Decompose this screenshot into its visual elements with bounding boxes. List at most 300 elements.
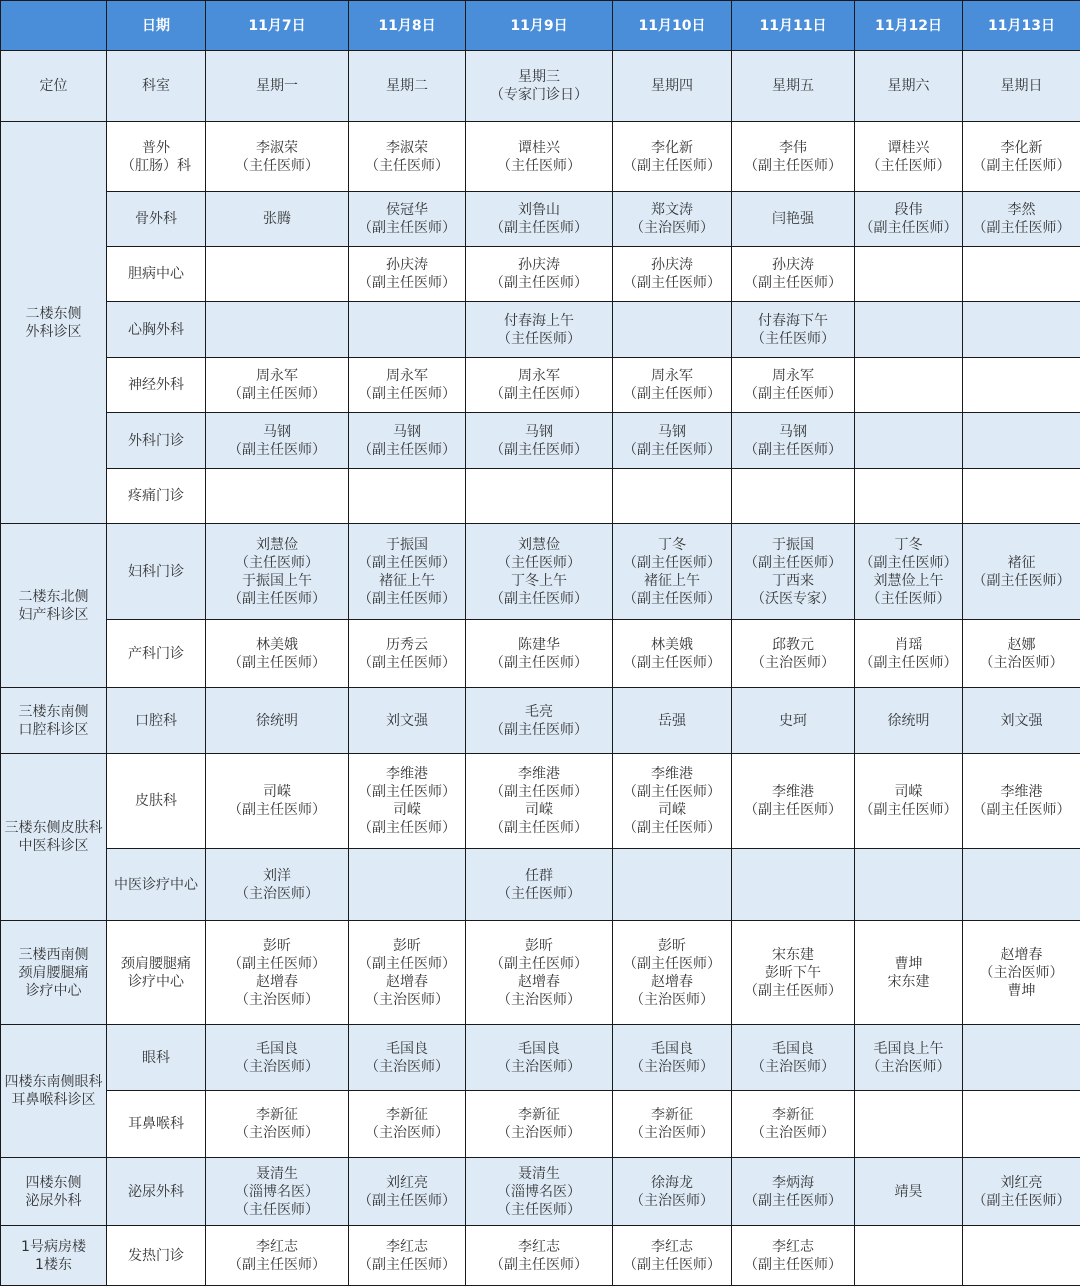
- doctor-cell: [613, 122, 732, 192]
- text-line: 林美娥: [613, 636, 731, 654]
- text-line: 刘文强: [963, 712, 1080, 730]
- text-line: （副主任医师）: [613, 783, 731, 801]
- text-line: 发热门诊: [107, 1247, 205, 1265]
- schedule-row: [1, 688, 1080, 754]
- department-cell: [107, 1226, 206, 1286]
- text-line: （副主任医师）: [466, 721, 612, 739]
- date-label: 日期: [107, 1, 206, 51]
- text-line: （副主任医师）: [466, 783, 612, 801]
- text-line: 毛亮: [466, 703, 612, 721]
- text-line: 泌尿外科: [107, 1183, 205, 1201]
- weekday-header: [732, 51, 855, 122]
- doctor-cell: [855, 302, 963, 358]
- weekday-header: [206, 51, 349, 122]
- text-line: （专家门诊日）: [466, 86, 612, 104]
- text-line: 彭昕: [466, 937, 612, 955]
- text-line: 赵增春: [963, 946, 1080, 964]
- text-line: 陈建华: [466, 636, 612, 654]
- text-line: 李新征: [732, 1106, 854, 1124]
- text-line: （副主任医师）: [732, 274, 854, 292]
- text-line: 彭昕下午: [732, 964, 854, 982]
- text-line: 靖昊: [855, 1183, 962, 1201]
- doctor-cell: [963, 921, 1080, 1025]
- text-line: （主治医师）: [732, 654, 854, 672]
- doctor-cell: [466, 413, 613, 469]
- text-line: 赵增春: [206, 973, 348, 991]
- weekday-header: [349, 51, 466, 122]
- doctor-cell: [206, 413, 349, 469]
- text-line: （副主任医师）: [349, 819, 465, 837]
- text-line: 二楼东北侧: [1, 588, 106, 606]
- header-weekday-row: [1, 51, 1080, 122]
- text-line: （主任医师）: [855, 590, 962, 608]
- text-line: （主治医师）: [613, 991, 731, 1009]
- text-line: （副主任医师）: [206, 654, 348, 672]
- text-line: （副主任医师）: [855, 654, 962, 672]
- doctor-cell: [349, 1158, 466, 1226]
- doctor-cell: [349, 192, 466, 247]
- text-line: 妇科门诊: [107, 563, 205, 581]
- text-line: 司嵘: [349, 801, 465, 819]
- doctor-cell: [732, 302, 855, 358]
- doctor-cell: [466, 849, 613, 921]
- text-line: （主治医师）: [732, 1124, 854, 1142]
- text-line: （主治医师）: [206, 885, 348, 903]
- doctor-cell: [349, 122, 466, 192]
- doctor-cell: [855, 1091, 963, 1158]
- text-line: 中医诊疗中心: [107, 876, 205, 894]
- text-line: 任群: [466, 867, 612, 885]
- doctor-cell: [963, 524, 1080, 620]
- text-line: （主治医师）: [349, 1058, 465, 1076]
- text-line: （副主任医师）: [349, 1192, 465, 1210]
- schedule-row: [1, 921, 1080, 1025]
- text-line: （主任医师）: [466, 1201, 612, 1219]
- text-line: 徐统明: [206, 712, 348, 730]
- text-line: （副主任医师）: [349, 441, 465, 459]
- doctor-cell: [613, 247, 732, 302]
- text-line: 产科门诊: [107, 645, 205, 663]
- text-line: 骨外科: [107, 210, 205, 228]
- doctor-cell: [855, 1226, 963, 1286]
- doctor-cell: [732, 122, 855, 192]
- text-line: （副主任医师）: [855, 554, 962, 572]
- schedule-row: [1, 469, 1080, 524]
- schedule-row: [1, 1158, 1080, 1226]
- doctor-cell: [206, 754, 349, 849]
- text-line: （副主任医师）: [732, 385, 854, 403]
- text-line: 宋东建: [732, 946, 854, 964]
- text-line: 外科门诊: [107, 432, 205, 450]
- corner-cell: [1, 1, 107, 51]
- doctor-cell: [613, 358, 732, 413]
- doctor-cell: [206, 1158, 349, 1226]
- doctor-cell: [732, 1226, 855, 1286]
- doctor-cell: [963, 620, 1080, 688]
- text-line: 毛国良: [466, 1040, 612, 1058]
- text-line: （主治医师）: [466, 1058, 612, 1076]
- text-line: （副主任医师）: [349, 783, 465, 801]
- text-line: （副主任医师）: [963, 219, 1080, 237]
- text-line: 邱教元: [732, 636, 854, 654]
- text-line: 褚征上午: [613, 572, 731, 590]
- text-line: （主任医师）: [466, 157, 612, 175]
- text-line: 刘慧俭上午: [855, 572, 962, 590]
- location-cell: [1, 1025, 107, 1158]
- text-line: 刘红亮: [963, 1174, 1080, 1192]
- doctor-cell: [963, 469, 1080, 524]
- schedule-row: [1, 358, 1080, 413]
- text-line: （副主任医师）: [613, 590, 731, 608]
- text-line: 彭昕: [349, 937, 465, 955]
- text-line: 刘鲁山: [466, 201, 612, 219]
- header-date-row: [1, 1, 1080, 51]
- doctor-cell: [206, 122, 349, 192]
- text-line: （副主任医师）: [613, 654, 731, 672]
- department-cell: [107, 1025, 206, 1091]
- doctor-cell: [855, 358, 963, 413]
- text-line: 徐统明: [855, 712, 962, 730]
- date-header: 11月8日: [349, 1, 466, 51]
- text-line: 付春海上午: [466, 312, 612, 330]
- doctor-cell: [963, 247, 1080, 302]
- text-line: 孙庆涛: [466, 256, 612, 274]
- doctor-cell: [855, 688, 963, 754]
- text-line: 心胸外科: [107, 321, 205, 339]
- text-line: 二楼东侧: [1, 305, 106, 323]
- schedule-row: [1, 302, 1080, 358]
- doctor-cell: [732, 620, 855, 688]
- text-line: 神经外科: [107, 376, 205, 394]
- text-line: 李维港: [732, 783, 854, 801]
- schedule-row: [1, 754, 1080, 849]
- doctor-cell: [732, 524, 855, 620]
- date-header: 11月9日: [466, 1, 613, 51]
- doctor-cell: [732, 1091, 855, 1158]
- text-line: 刘文强: [349, 712, 465, 730]
- doctor-cell: [466, 1226, 613, 1286]
- department-cell: [107, 122, 206, 192]
- doctor-cell: [349, 302, 466, 358]
- text-line: 刘红亮: [349, 1174, 465, 1192]
- text-line: 1号病房楼: [1, 1238, 106, 1256]
- doctor-cell: [732, 849, 855, 921]
- text-line: 林美娥: [206, 636, 348, 654]
- schedule-row: [1, 1091, 1080, 1158]
- text-line: 聂清生: [206, 1165, 348, 1183]
- text-line: 段伟: [855, 201, 962, 219]
- doctor-cell: [613, 620, 732, 688]
- doctor-cell: [732, 1158, 855, 1226]
- doctor-cell: [855, 413, 963, 469]
- text-line: （副主任医师）: [349, 654, 465, 672]
- doctor-cell: [349, 469, 466, 524]
- text-line: （副主任医师）: [613, 157, 731, 175]
- doctor-cell: [349, 620, 466, 688]
- text-line: 李维港: [613, 765, 731, 783]
- doctor-cell: [732, 469, 855, 524]
- schedule-row: [1, 849, 1080, 921]
- text-line: 周永军: [732, 367, 854, 385]
- doctor-cell: [466, 1091, 613, 1158]
- doctor-cell: [855, 754, 963, 849]
- doctor-cell: [613, 469, 732, 524]
- text-line: （副主任医师）: [466, 274, 612, 292]
- doctor-cell: [732, 358, 855, 413]
- text-line: 褚征上午: [349, 572, 465, 590]
- text-line: （副主任医师）: [732, 801, 854, 819]
- doctor-cell: [206, 1025, 349, 1091]
- doctor-cell: [613, 524, 732, 620]
- text-line: 皮肤科: [107, 792, 205, 810]
- doctor-cell: [732, 192, 855, 247]
- location-cell: [1, 122, 107, 524]
- text-line: 司嵘: [855, 783, 962, 801]
- doctor-cell: [732, 754, 855, 849]
- location-cell: [1, 754, 107, 921]
- text-line: 赵增春: [349, 973, 465, 991]
- schedule-row: [1, 1025, 1080, 1091]
- date-header: 11月12日: [855, 1, 963, 51]
- text-line: 普外: [107, 139, 205, 157]
- text-line: （沃医专家）: [732, 590, 854, 608]
- text-line: 四楼东侧: [1, 1174, 106, 1192]
- text-line: 李红志: [732, 1238, 854, 1256]
- text-line: 彭昕: [613, 937, 731, 955]
- text-line: （副主任医师）: [466, 385, 612, 403]
- text-line: 李化新: [613, 139, 731, 157]
- text-line: 丁冬: [613, 536, 731, 554]
- doctor-cell: [963, 1158, 1080, 1226]
- text-line: 周永军: [206, 367, 348, 385]
- text-line: 四楼东南侧眼科: [1, 1073, 106, 1091]
- text-line: 徐海龙: [613, 1174, 731, 1192]
- text-line: 妇产科诊区: [1, 606, 106, 624]
- doctor-cell: [732, 921, 855, 1025]
- text-line: （主治医师）: [613, 1058, 731, 1076]
- text-line: 赵增春: [613, 973, 731, 991]
- doctor-cell: [613, 192, 732, 247]
- doctor-cell: [855, 524, 963, 620]
- text-line: （副主任医师）: [206, 801, 348, 819]
- text-line: （副主任医师）: [349, 274, 465, 292]
- doctor-cell: [466, 1025, 613, 1091]
- text-line: 马钢: [349, 423, 465, 441]
- doctor-cell: [855, 469, 963, 524]
- text-line: （副主任医师）: [466, 219, 612, 237]
- doctor-cell: [963, 1091, 1080, 1158]
- text-line: 李伟: [732, 139, 854, 157]
- doctor-cell: [855, 192, 963, 247]
- text-line: 星期六: [855, 77, 962, 95]
- text-line: （副主任医师）: [466, 955, 612, 973]
- text-line: （主治医师）: [963, 964, 1080, 982]
- doctor-cell: [206, 524, 349, 620]
- text-line: （主治医师）: [349, 991, 465, 1009]
- text-line: 中医科诊区: [1, 837, 106, 855]
- text-line: 丁冬: [855, 536, 962, 554]
- text-line: 马钢: [613, 423, 731, 441]
- department-cell: [107, 688, 206, 754]
- text-line: 孙庆涛: [349, 256, 465, 274]
- text-line: 李维港: [963, 783, 1080, 801]
- text-line: 星期二: [349, 77, 465, 95]
- department-cell: [107, 754, 206, 849]
- text-line: 历秀云: [349, 636, 465, 654]
- text-line: 毛国良: [613, 1040, 731, 1058]
- date-header: 11月11日: [732, 1, 855, 51]
- doctor-cell: [963, 1226, 1080, 1286]
- date-header: 11月10日: [613, 1, 732, 51]
- text-line: 于振国: [732, 536, 854, 554]
- text-line: 刘慧俭: [466, 536, 612, 554]
- text-line: （主任医师）: [466, 885, 612, 903]
- weekday-header: [963, 51, 1080, 122]
- doctor-cell: [349, 1091, 466, 1158]
- text-line: 李新征: [466, 1106, 612, 1124]
- text-line: （副主任医师）: [349, 1256, 465, 1274]
- text-line: （副主任医师）: [963, 572, 1080, 590]
- text-line: （主治医师）: [613, 1192, 731, 1210]
- text-line: 谭桂兴: [855, 139, 962, 157]
- doctor-cell: [466, 754, 613, 849]
- location-cell: [1, 1226, 107, 1286]
- location-cell: [1, 688, 107, 754]
- text-line: 赵娜: [963, 636, 1080, 654]
- doctor-cell: [206, 192, 349, 247]
- text-line: 聂清生: [466, 1165, 612, 1183]
- text-line: （副主任医师）: [613, 1256, 731, 1274]
- text-line: （副主任医师）: [732, 982, 854, 1000]
- department-cell: [107, 247, 206, 302]
- doctor-cell: [206, 358, 349, 413]
- doctor-cell: [855, 1025, 963, 1091]
- department-cell: [107, 1091, 206, 1158]
- schedule-row: [1, 247, 1080, 302]
- text-line: （肛肠）科: [107, 157, 205, 175]
- text-line: 星期一: [206, 77, 348, 95]
- text-line: 耳鼻喉科: [107, 1115, 205, 1133]
- doctor-cell: [349, 1025, 466, 1091]
- text-line: （副主任医师）: [732, 441, 854, 459]
- text-line: （主任医师）: [206, 554, 348, 572]
- text-line: 颈肩腰腿痛: [107, 955, 205, 973]
- location-cell: [1, 1158, 107, 1226]
- text-line: 岳强: [613, 712, 731, 730]
- text-line: 三楼东侧皮肤科: [1, 819, 106, 837]
- weekday-header: [466, 51, 613, 122]
- text-line: 司嵘: [206, 783, 348, 801]
- schedule-row: [1, 122, 1080, 192]
- doctor-cell: [466, 921, 613, 1025]
- text-line: （主治医师）: [206, 1124, 348, 1142]
- text-line: 曹坤: [855, 955, 962, 973]
- schedule-row: [1, 524, 1080, 620]
- text-line: （副主任医师）: [732, 554, 854, 572]
- doctor-cell: [466, 688, 613, 754]
- text-line: 宋东建: [855, 973, 962, 991]
- doctor-cell: [613, 413, 732, 469]
- weekday-header: [613, 51, 732, 122]
- text-line: （淄博名医）: [206, 1183, 348, 1201]
- text-line: 马钢: [732, 423, 854, 441]
- text-line: 李红志: [349, 1238, 465, 1256]
- text-line: （副主任医师）: [349, 385, 465, 403]
- text-line: 于振国上午: [206, 572, 348, 590]
- text-line: 付春海下午: [732, 312, 854, 330]
- schedule-row: [1, 413, 1080, 469]
- doctor-cell: [206, 849, 349, 921]
- text-line: （副主任医师）: [855, 801, 962, 819]
- doctor-cell: [963, 302, 1080, 358]
- text-line: 肖瑶: [855, 636, 962, 654]
- text-line: 闫艳强: [732, 210, 854, 228]
- doctor-cell: [349, 524, 466, 620]
- text-line: （主任医师）: [466, 330, 612, 348]
- text-line: 孙庆涛: [613, 256, 731, 274]
- doctor-cell: [349, 358, 466, 413]
- department-cell: [107, 469, 206, 524]
- location-cell: [1, 921, 107, 1025]
- text-line: （副主任医师）: [613, 385, 731, 403]
- doctor-cell: [206, 1091, 349, 1158]
- doctor-cell: [963, 413, 1080, 469]
- doctor-cell: [466, 1158, 613, 1226]
- doctor-cell: [206, 469, 349, 524]
- date-header: 11月7日: [206, 1, 349, 51]
- text-line: 周永军: [349, 367, 465, 385]
- text-line: 李红志: [206, 1238, 348, 1256]
- text-line: （副主任医师）: [732, 1256, 854, 1274]
- text-line: （副主任医师）: [206, 955, 348, 973]
- text-line: 马钢: [206, 423, 348, 441]
- department-cell: [107, 1158, 206, 1226]
- text-line: 曹坤: [963, 982, 1080, 1000]
- text-line: （主治医师）: [206, 1058, 348, 1076]
- doctor-cell: [855, 247, 963, 302]
- text-line: （副主任医师）: [613, 554, 731, 572]
- text-line: （副主任医师）: [732, 157, 854, 175]
- doctor-cell: [466, 247, 613, 302]
- text-line: （副主任医师）: [963, 801, 1080, 819]
- text-line: 毛国良: [206, 1040, 348, 1058]
- text-line: （副主任医师）: [613, 955, 731, 973]
- text-line: （主任医师）: [206, 1201, 348, 1219]
- text-line: 刘慧俭: [206, 536, 348, 554]
- schedule-row: [1, 192, 1080, 247]
- text-line: 李维港: [349, 765, 465, 783]
- department-cell: [107, 192, 206, 247]
- text-line: （主任医师）: [466, 554, 612, 572]
- doctor-cell: [466, 302, 613, 358]
- dept-label: 科室: [107, 51, 206, 122]
- text-line: 周永军: [466, 367, 612, 385]
- department-cell: [107, 620, 206, 688]
- text-line: （副主任医师）: [466, 441, 612, 459]
- text-line: （副主任医师）: [466, 1256, 612, 1274]
- doctor-cell: [613, 688, 732, 754]
- text-line: 1楼东: [1, 1256, 106, 1274]
- text-line: 丁西来: [732, 572, 854, 590]
- doctor-cell: [613, 754, 732, 849]
- department-cell: [107, 302, 206, 358]
- doctor-cell: [206, 302, 349, 358]
- doctor-cell: [349, 247, 466, 302]
- doctor-cell: [963, 122, 1080, 192]
- text-line: （副主任医师）: [206, 441, 348, 459]
- doctor-cell: [466, 122, 613, 192]
- text-line: 李化新: [963, 139, 1080, 157]
